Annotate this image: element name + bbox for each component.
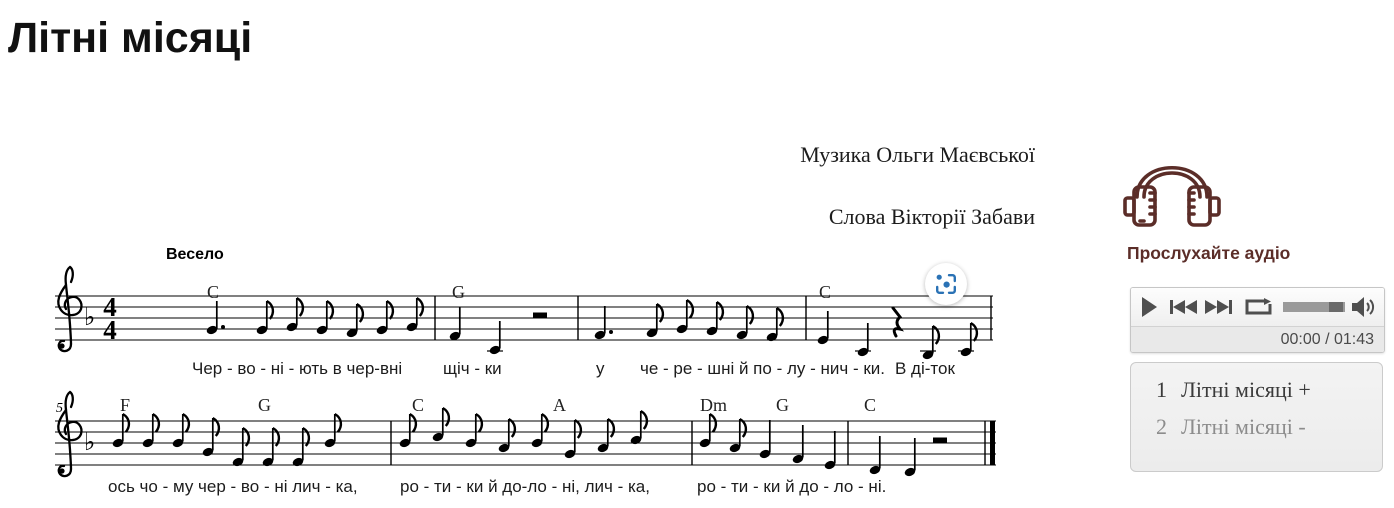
chord-label: G (452, 282, 465, 302)
key-flat-2: ♭ (84, 428, 96, 456)
play-button[interactable] (1140, 296, 1158, 318)
lyric-phrase: Чер - во - ні - ють в чер-вні (192, 359, 403, 378)
time-row (1131, 326, 1384, 353)
volume-icon (1351, 296, 1375, 318)
sheet-music (40, 240, 1050, 508)
next-track-icon (1205, 299, 1232, 315)
chord-label: C (412, 395, 425, 415)
lens-icon (934, 272, 958, 296)
time-signature-top: 4 (103, 292, 117, 322)
lyric-phrase: щіч - ки (443, 359, 502, 378)
playlist-item-title: Літні місяці + (1181, 377, 1311, 402)
measure-number: 5 (56, 401, 63, 416)
next-track-button[interactable] (1205, 299, 1232, 315)
playlist-item-number: 1 (1156, 377, 1167, 402)
audio-heading: Прослухайте аудіо (1127, 243, 1291, 263)
playlist-item-title: Літні місяці - (1181, 414, 1306, 439)
headphones-icon (1122, 145, 1222, 233)
chord-label: G (776, 395, 789, 415)
mute-button[interactable] (1351, 296, 1375, 318)
player-controls (1131, 288, 1384, 326)
chord-label: Dm (700, 395, 727, 415)
image-search-button[interactable] (925, 263, 967, 305)
lyric-phrase: В ді-ток (895, 359, 955, 378)
lyric-phrase: ось чо - му чер - во - ні лич - ка, (108, 477, 358, 496)
loop-button[interactable] (1245, 298, 1273, 316)
playlist-item[interactable] (1131, 414, 1382, 451)
chord-label: G (258, 395, 271, 415)
lyric-phrase: ро - ти - ки й до - ло - ні. (697, 477, 887, 496)
chord-label: C (819, 282, 832, 302)
lyric-phrase: у (596, 359, 605, 378)
chord-label: C (864, 395, 877, 415)
page-title: Літні місяці (8, 14, 253, 62)
playlist-item-number: 2 (1156, 414, 1167, 439)
chord-label: A (553, 395, 566, 415)
play-icon (1140, 296, 1158, 318)
playlist (1130, 362, 1383, 472)
chord-label: F (120, 395, 131, 415)
lyric-phrase: ро - ти - ки й до-ло - ні, лич - ка, (400, 477, 650, 496)
audio-player (1130, 287, 1385, 353)
volume-slider[interactable] (1283, 302, 1345, 312)
volume-slider-handle[interactable] (1329, 302, 1343, 312)
credit-words: Слова Вікторії Забави (828, 204, 1035, 229)
chord-label: C (207, 282, 220, 302)
tempo-marking: Весело (166, 246, 224, 263)
key-flat-1: ♭ (84, 303, 96, 331)
playlist-item[interactable] (1131, 377, 1382, 414)
previous-track-button[interactable] (1170, 299, 1197, 315)
time-signature-bottom: 4 (103, 315, 117, 345)
time-display: 00:00 / 01:43 (1280, 331, 1374, 348)
credit-music: Музика Ольги Маєвської (800, 142, 1035, 167)
lyric-phrase: че - ре - шні й по - лу - нич - ки. (640, 359, 885, 378)
loop-icon (1245, 298, 1273, 316)
previous-track-icon (1170, 299, 1197, 315)
